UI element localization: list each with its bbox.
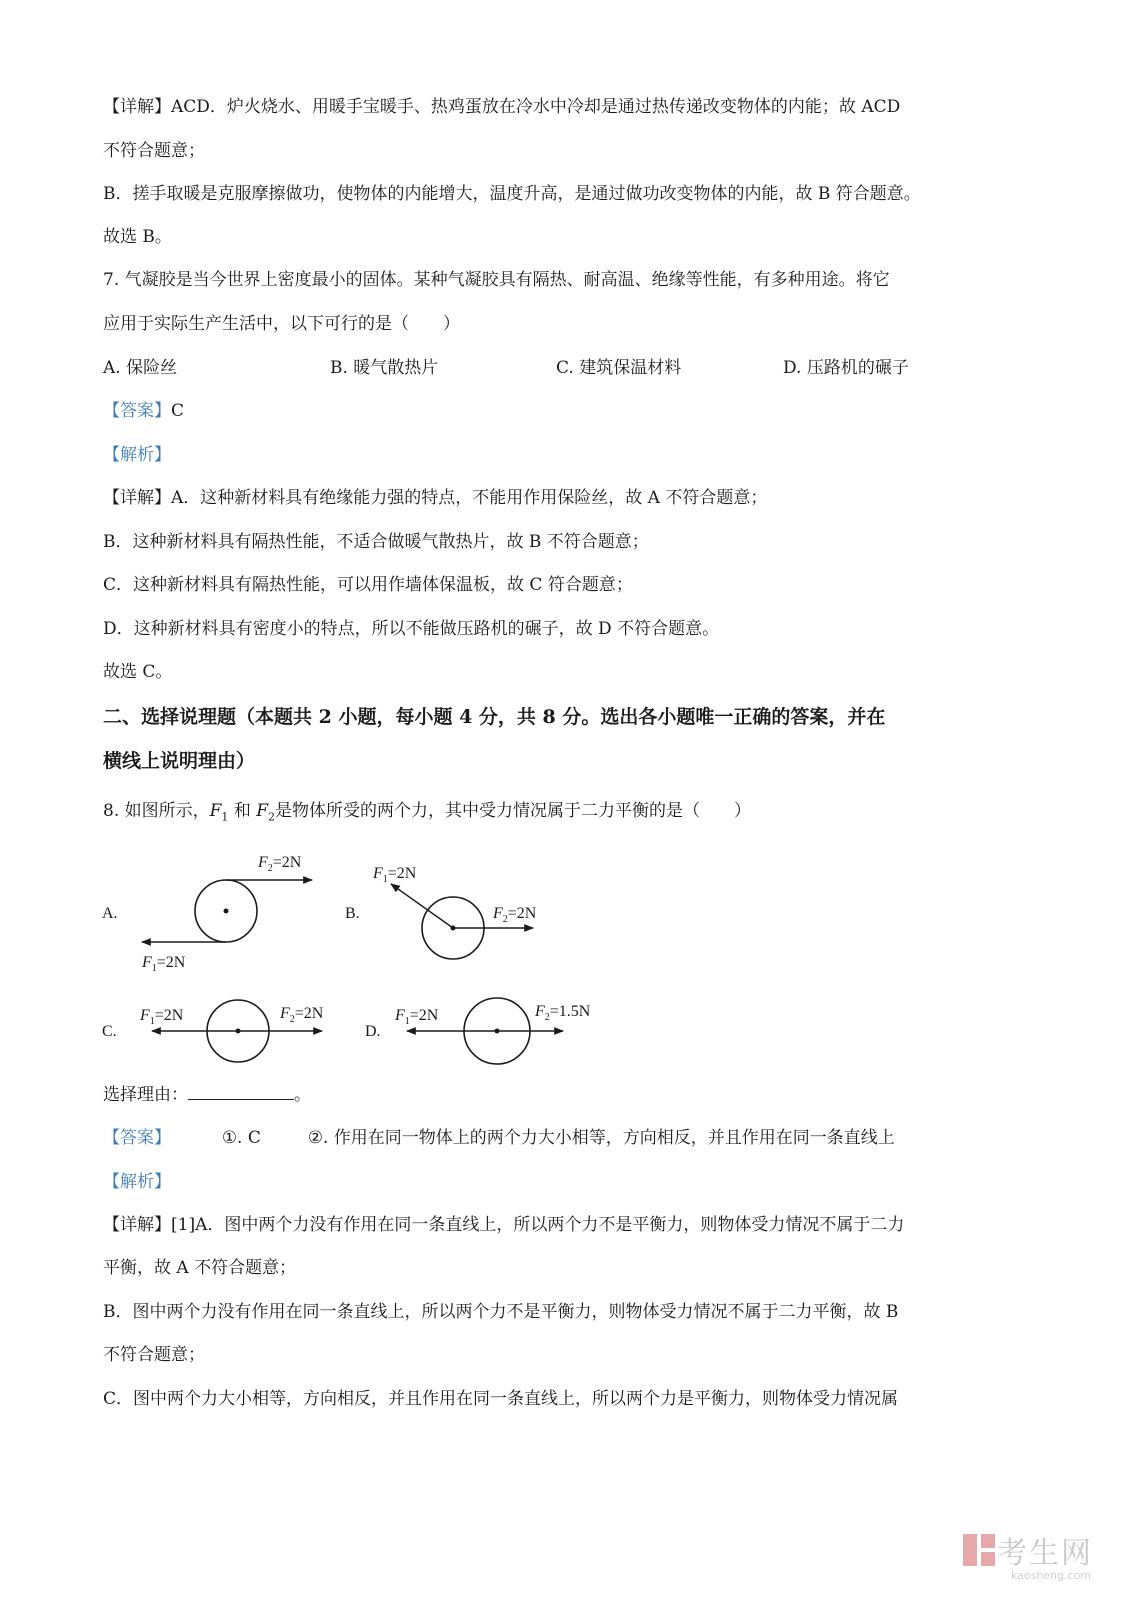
figure-d-label: D. (365, 1023, 381, 1040)
force-label-f2: $F_2=1.5N$ (535, 1003, 591, 1023)
analysis-label: 【解析】 (103, 1172, 171, 1192)
force-label-f1: $F_1=2N$ (373, 865, 417, 885)
q7-option-c: C. 建筑保温材料 (556, 358, 682, 378)
answer-part-2: ②. 作用在同一物体上的两个力大小相等，方向相反，并且作用在同一条直线上 (307, 1128, 895, 1148)
figure-b-label: B. (345, 905, 360, 922)
center-dot (224, 909, 229, 914)
answer-label: 【答案】 (103, 401, 171, 421)
force-label-f2: $F_2=2N$ (258, 854, 302, 874)
question-8-text: 8. 如图所示，$F_1$ 和 $F_2$是物体所受的两个力，其中受力情况属于二力平衡的是（ ） (103, 801, 752, 824)
conclusion-line: 故选 C。 (103, 662, 173, 682)
detail-line: 不符合题意； (103, 1345, 205, 1365)
answer-part-1: ①. C (221, 1128, 261, 1148)
answer-blank[interactable] (188, 1083, 294, 1100)
figure-c-label: C. (102, 1023, 117, 1040)
section-heading: 二、选择说理题（本题共 2 小题，每小题 4 分，共 8 分。选出各小题唯一正确的答案，并在 (103, 706, 886, 728)
force-label-f2: $F_2=2N$ (493, 905, 537, 925)
reason-line: 选择理由： 。 (103, 1085, 311, 1105)
figure-a-label: A. (102, 905, 118, 922)
figure-c (100, 990, 350, 1070)
figure-b (343, 860, 563, 970)
force-label-f1: $F_1=2N$ (395, 1007, 439, 1027)
detail-line: 不符合题意； (103, 141, 205, 161)
detail-line: D．这种新材料具有密度小的特点，所以不能做压路机的碾子，故 D 不符合题意。 (103, 619, 720, 639)
force-label-f1: $F_1=2N$ (140, 1007, 184, 1027)
question-7-text: 应用于实际生产生活中，以下可行的是（ ） (103, 314, 460, 334)
figure-d (363, 990, 623, 1070)
figure-a (100, 845, 320, 975)
q7-answer (103, 399, 184, 423)
watermark-text: 考生网 (997, 1536, 1093, 1571)
watermark-logo-icon (961, 1532, 997, 1568)
detail-line: B．图中两个力没有作用在同一条直线上，所以两个力不是平衡力，则物体受力情况不属于二力平衡，故 B (103, 1302, 899, 1322)
analysis-label: 【解析】 (103, 445, 171, 465)
detail-line: C．这种新材料具有隔热性能，可以用作墙体保温板，故 C 符合题意； (103, 575, 633, 595)
watermark (961, 1528, 1093, 1572)
conclusion-line: 故选 B。 (103, 227, 172, 247)
force-label-f1: $F_1=2N$ (142, 954, 186, 974)
force-label-f2: $F_2=2N$ (280, 1005, 324, 1025)
detail-line: 【详解】[1]A．图中两个力没有作用在同一条直线上，所以两个力不是平衡力，则物体受力情况不属于二力 (103, 1215, 905, 1235)
detail-line: 【详解】ACD．炉火烧水、用暖手宝暖手、热鸡蛋放在冷水中冷却是通过热传递改变物体的内能；故 ACD (103, 97, 901, 117)
q7-option-b: B. 暖气散热片 (330, 358, 439, 378)
question-7-text: 7. 气凝胶是当今世界上密度最小的固体。某种气凝胶具有隔热、耐高温、绝缘等性能，有多种用途。将它 (103, 270, 890, 290)
watermark-url: kaosheng.com (1010, 1569, 1091, 1582)
detail-line: 【详解】A．这种新材料具有绝缘能力强的特点，不能用作用保险丝，故 A 不符合题意； (103, 488, 768, 508)
section-heading: 横线上说明理由） (103, 750, 256, 772)
detail-line: C．图中两个力大小相等，方向相反，并且作用在同一条直线上，所以两个力是平衡力，则物体受力情况属 (103, 1389, 899, 1409)
answer-label: 【答案】 (103, 1128, 171, 1148)
q7-option-a: A. 保险丝 (103, 358, 178, 378)
q8-answer (103, 1126, 895, 1150)
detail-line: 平衡，故 A 不符合题意； (103, 1258, 297, 1278)
detail-line: B．搓手取暖是克服摩擦做功，使物体的内能增大，温度升高，是通过做功改变物体的内能，故 B 符合题意。 (103, 184, 921, 204)
q7-option-d: D. 压路机的碾子 (783, 358, 909, 378)
answer-value: C (171, 401, 185, 421)
detail-line: B．这种新材料具有隔热性能，不适合做暖气散热片，故 B 不符合题意； (103, 532, 649, 552)
